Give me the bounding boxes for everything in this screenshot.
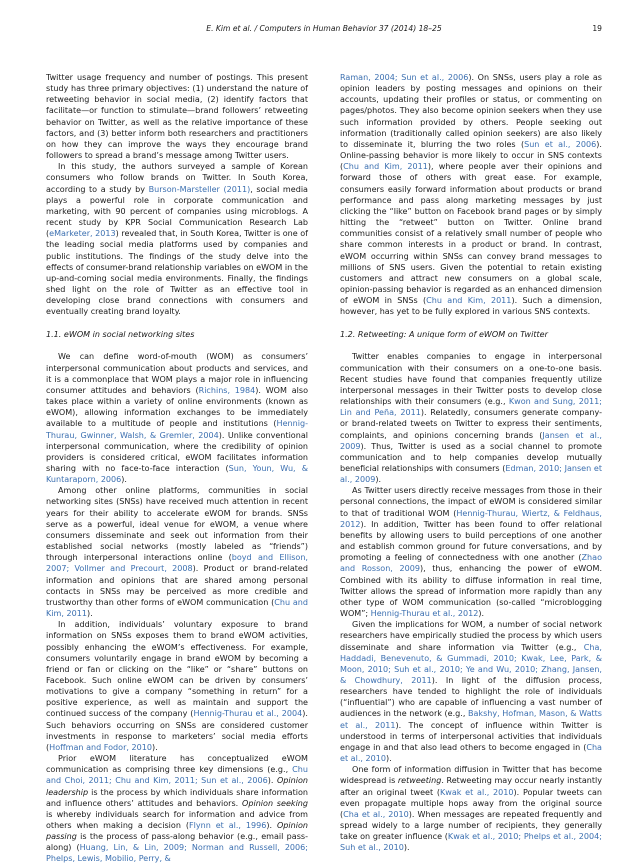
emphasis: Opinion seeking [242,798,309,808]
text-run: One form of information diffusion in Twitter that has become widespread is [340,765,602,786]
text-run: ). [478,609,485,619]
citation-link[interactable]: Hennig-Thurau, Gwinner, Walsh, & Gremler, 2004 [46,419,308,440]
left-column [46,72,308,865]
text-run: is whereby individuals search for information and advice from others when making a decision ( [46,809,308,830]
text-run: ). WOM also takes place within a variety of online environments (known as eWOM), allowing information exchanges to be immediately available to a multitude of people and institutions ( [46,385,308,429]
text-run: . Retweeting may occur nearly instantly after an original tweet ( [340,776,603,797]
paragraph [46,72,308,161]
text-run: ). [267,776,277,786]
right-column [340,72,602,853]
citation-link[interactable]: Kwak et al., 2010; Phelps et al., 2004; Suh et al., 2010 [340,832,602,853]
emphasis: Opinion passing [46,821,309,842]
paragraph [340,72,602,317]
text-run: ). Popular tweets can even propagate multiple hops away from the original source ( [340,787,603,819]
text-run: ). [403,843,410,853]
paragraph [46,485,308,619]
citation-link[interactable]: Chu and Kim, 2011 [46,597,308,619]
citation-link[interactable]: Hennig-Thurau et al., 2012 [370,609,479,619]
text-run: Twitter enables companies to engage in interpersonal communication with their consumers on a one-to-one basis. Recent studies have found that companies frequently utilize interpersonal messages in their Twitter posts to develop close relationships with their consumers (e.g., [340,352,602,407]
text-run: ) revealed that, in South Korea, Twitter is one of the leading social media platforms used by companies and public institutions. The findings of the study delve into the effects of consumer-brand relationship variables on eWOM in the up-and-coming social media environments. Finally, the findings shed light on the role of Twitter as an effective tool in developing close brand connections with consumers and eventually creating brand loyalty. [46,229,308,317]
citation-link[interactable]: Burson-Marsteller (2011) [148,184,251,194]
text-run: ). In addition, Twitter has been found to offer relational benefits by allowing users to build perceptions of one another and establish common ground for future conversations, and by promoting a feeling of connectedness with one another ( [340,519,602,563]
paragraph [46,161,308,317]
citation-link[interactable]: Cha et al., 2010 [343,809,409,819]
citation-link[interactable]: Sun et al., 2006 [524,139,597,149]
citation-link[interactable]: Chu and Kim, 2011 [426,296,512,306]
text-run: ), thus, enhancing the power of eWOM. Combined with its ability to diffuse information in real time, Twitter allows the spread of information more rapidly than any other type of WOM communication (so-called “microblogging WOM”; [340,564,602,619]
paragraph [46,619,308,753]
paragraph [340,619,602,764]
running-header [46,24,602,36]
paragraph [340,485,602,619]
text-run: ). Online-passing behavior is more likely to occur in SNS contexts ( [340,139,602,172]
text-run: In addition, individuals’ voluntary exposure to brand information on SNSs exposes them to brand eWOM activities, possibly enhancing the eWOM’s effectiveness. For example, consumers voluntarily engage in brand eWOM by becoming a friend or fan or clicking on the “like” or “share” buttons on Facebook. Such online eWOM can be driven by consumers’ motivations to give a company “something in return” for a positive experience, as well as maintain and support the continued success of the company ( [46,620,308,719]
citation-link[interactable]: Sun, Youn, Wu, & Kuntaraporn, 2006 [46,464,308,485]
text-run: ). Relatedly, consumers generate company- or brand-related tweets on Twitter to express their sentiments, complaints, and opinions concerning brands ( [340,408,602,440]
emphasis: retweeting [397,776,442,786]
citation-link[interactable]: boyd and Ellison, 2007; Vollmer and Precourt, 2008 [46,553,308,574]
running-title: E. Kim et al. / Computers in Human Behavior 37 (2014) 18–25 [206,24,442,33]
citation-link[interactable]: Chu and Kim, 2011 [343,162,428,172]
text-run: ), where people aver their opinions and forward those of others with great ease. For example, consumers easily forward information about products or brand performance and pass along marketing messages by just clicking the “like” button on Facebook brand pages or by simply hitting the “retweet” button on Twitter. Online brand communities consist of a relatively small number of people who share common interests in a product or brand. In contrast, eWOM occurring within SNSs can convey brand messages to millions of SNS users. Given the potential to retain existing customers and attract new consumers on a global scale, opinion-passing behavior is regarded as an enhanced dimension of eWOM in SNSs ( [340,162,602,306]
emphasis: Opinion leadership [46,776,308,797]
text-run: ). Product or brand-related information and opinions that are shared among personal contacts in SNSs may be perceived as more credible and trustworthy than other forms of eWOM communication ( [46,564,308,607]
text-run: ). [375,475,382,485]
text-run: ). Unlike conventional interpersonal communication, where the credibility of opinion providers is considered critical, eWOM facilitates information sharing with no face-to-face interaction ( [46,430,308,473]
text-run: ). [121,475,127,485]
citation-link[interactable]: Chu and Choi, 2011; Chu and Kim, 2011; Sun et al., 2006 [46,765,308,786]
text-run: ). [151,742,158,752]
citation-link[interactable]: Hennig-Thurau, Wiertz, & Feldhaus, 2012 [340,508,602,529]
citation-link[interactable]: Cha et al., 2010 [340,742,602,764]
text-run: Twitter usage frequency and number of postings. This present study has three primary objectives: (1) understand the nature of retweeting behavior in social media, (2) identify factors that facilitate—or function to stimulate—brand followers’ retweeting behavior on Twitter, as well as the relative importance of these factors, and (3) better inform both researchers and practitioners on how they can improve the ways they encourage brand followers to spread a brand’s message among Twitter users. [46,73,308,161]
citation-link[interactable]: Cha, Haddadi, Benevenuto, & Gummadi, 2010; Kwak, Lee, Park, & Moon, 2010; Suh et al., 2010; Ye and Wu, 2010; Zhang, Jansen, & Chowdhury, 2011 [340,642,602,685]
citation-link[interactable]: eMarketer, 2013 [49,229,116,239]
citation-link[interactable]: Kwon and Sung, 2011; Lin and Peña, 2011 [340,397,602,418]
text-run: Among other online platforms, communities in social networking sites (SNSs) have received much attention in recent years for their ability to accelerate eWOM for brands. SNSs serve as a powerful, ideal venue for eWOM, a venue where consumers disseminate and seek out information from their established social networks (mostly labeled as “friends”) through interpersonal interactions online ( [46,486,308,563]
text-run: In this study, the authors surveyed a sample of Korean consumers who follow brands on Twitter. In South Korea, according to a study by [46,162,308,194]
text-run: ). Such a dimension, however, has yet to be fully explored in various SNS contexts. [340,296,602,317]
citation-link[interactable]: Hennig-Thurau et al., 2004 [193,709,303,719]
section-heading: 1.1. eWOM in social networking sites [46,330,195,340]
text-run: ). When messages are repeated frequently and spread widely to a large number of recipients, they generally take on greater influence ( [340,809,602,842]
text-run: As Twitter users directly receive messages from those in their personal connections, the impact of eWOM is considered similar to that of traditional WOM ( [340,486,602,518]
citation-link[interactable]: Zhao and Rosson, 2009 [340,553,602,574]
text-run: ). [385,754,392,764]
text-run: Given the implications for WOM, a number of social network researchers have empirically studied the process by which users disseminate and share information via Twitter (e.g., [340,620,602,652]
paragraph [46,753,308,865]
paragraph [340,351,602,485]
text-run: ). In light of the diffusion process, researchers have tended to highlight the role of individuals (“influential”) who are capable of influencing a vast number of audiences in the network (e.g., [340,675,603,719]
citation-link[interactable]: Bakshy, Hofman, Mason, & Watts et al., 2011 [340,709,602,730]
page-number: 19 [592,24,602,33]
citation-link[interactable]: Richins, 1984 [198,385,256,395]
text-run: is the process of pass-along behavior (e.g., email pass-along) ( [46,832,308,853]
citation-link[interactable]: Flynn et al., 1996 [188,821,267,830]
text-run: ). Thus, Twitter is used as a social channel to promote communication and to help companies develop mutually beneficial relationships with consumers ( [340,441,602,473]
text-run: Prior eWOM literature has conceptualized eWOM communication as comprising three key dimensions (e.g., [46,754,308,775]
text-run: We can define word-of-mouth (WOM) as consumers’ interpersonal communication about products and services, and it is a commonplace that WOM plays a major role in influencing consumer attitudes and behaviors ( [46,352,308,395]
section-heading: 1.2. Retweeting: A unique form of eWOM on Twitter [340,330,548,340]
citation-link[interactable]: Jansen et al., 2009 [340,430,602,451]
text-run: ). On SNSs, users play a role as opinion leaders by posting messages and opinions on their accounts, updating their profiles or status, or commenting on pages/photos. They also become opinion seekers when they use such information provided by others. People seeking out information (traditionally called opinion seekers) are also likely to disseminate it, blurring the two roles ( [340,73,602,149]
paragraph [340,764,602,853]
text-run: , social media plays a powerful role in corporate communication and marketing, with 90 percent of companies using microblogs. A recent study by KPR Social Communication Research Lab ( [46,184,308,239]
text-run: is the process by which individuals share information and influence others’ attitudes and behaviors. [46,787,308,808]
text-run: ). The concept of influence within Twitter is understood in terms of interpersonal activities that individuals engage in and that also lead others to become engaged in ( [340,720,602,752]
text-run: ). Such behaviors occurring on SNSs are considered customer investments in response to marketers’ social media efforts ( [46,709,308,752]
citation-link[interactable]: Huang, Lin, & Lin, 2009; Norman and Russell, 2006; Phelps, Lewis, Mobilio, Perry, & [46,843,309,864]
text-run: ). [86,609,93,619]
citation-link[interactable]: Edman, 2010; Jansen et al., 2009 [340,464,602,485]
citation-link[interactable]: Hoffman and Fodor, 2010 [49,742,152,752]
paragraph [46,351,308,485]
citation-link[interactable]: Kwak et al., 2010 [440,787,514,797]
citation-link[interactable]: Raman, 2004; Sun et al., 2006 [340,73,469,82]
text-run: ). [266,821,277,830]
